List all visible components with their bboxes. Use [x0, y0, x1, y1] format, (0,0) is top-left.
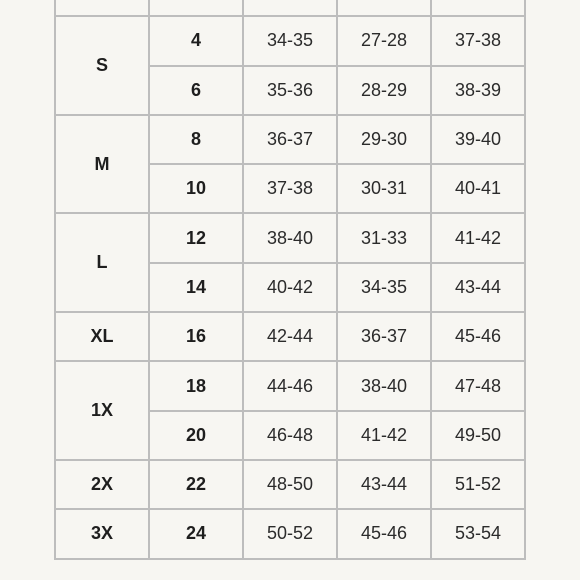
- numeric-size-cell: 14: [149, 263, 243, 312]
- table-row: [55, 361, 525, 410]
- letter-size-cell: 3X: [55, 509, 149, 558]
- numeric-size-cell: 18: [149, 361, 243, 410]
- measurement-2-cell: 27-28: [337, 16, 431, 65]
- size-chart-body: [55, 0, 525, 559]
- numeric-size-cell: 6: [149, 66, 243, 115]
- letter-size-cell: M: [55, 115, 149, 214]
- numeric-size-cell: 16: [149, 312, 243, 361]
- numeric-size-cell: 4: [149, 16, 243, 65]
- measurement-1-cell: 48-50: [243, 460, 337, 509]
- measurement-2-cell: 34-35: [337, 263, 431, 312]
- table-row: [55, 460, 525, 509]
- measurement-2-cell: [337, 0, 431, 16]
- measurement-2-cell: 31-33: [337, 213, 431, 262]
- measurement-3-cell: 38-39: [431, 66, 525, 115]
- measurement-2-cell: 45-46: [337, 509, 431, 558]
- letter-size-cell: 1X: [55, 361, 149, 460]
- measurement-2-cell: 36-37: [337, 312, 431, 361]
- table-row: [55, 16, 525, 65]
- numeric-size-cell: 8: [149, 115, 243, 164]
- numeric-size-cell: 22: [149, 460, 243, 509]
- measurement-1-cell: [243, 0, 337, 16]
- measurement-1-cell: 42-44: [243, 312, 337, 361]
- measurement-1-cell: 36-37: [243, 115, 337, 164]
- letter-size-cell: [55, 0, 149, 16]
- measurement-1-cell: 35-36: [243, 66, 337, 115]
- numeric-size-cell: 24: [149, 509, 243, 558]
- letter-size-cell: L: [55, 213, 149, 312]
- measurement-3-cell: 51-52: [431, 460, 525, 509]
- measurement-1-cell: 37-38: [243, 164, 337, 213]
- measurement-3-cell: 45-46: [431, 312, 525, 361]
- measurement-3-cell: 39-40: [431, 115, 525, 164]
- measurement-3-cell: 47-48: [431, 361, 525, 410]
- measurement-1-cell: 34-35: [243, 16, 337, 65]
- numeric-size-cell: 10: [149, 164, 243, 213]
- letter-size-cell: XL: [55, 312, 149, 361]
- measurement-1-cell: 44-46: [243, 361, 337, 410]
- measurement-1-cell: 50-52: [243, 509, 337, 558]
- table-row: [55, 312, 525, 361]
- size-chart-table: [54, 0, 526, 560]
- numeric-size-cell: 20: [149, 411, 243, 460]
- measurement-2-cell: 29-30: [337, 115, 431, 164]
- table-row: [55, 115, 525, 164]
- measurement-3-cell: 43-44: [431, 263, 525, 312]
- measurement-2-cell: 38-40: [337, 361, 431, 410]
- measurement-3-cell: 49-50: [431, 411, 525, 460]
- measurement-2-cell: 41-42: [337, 411, 431, 460]
- table-row: [55, 0, 525, 16]
- measurement-1-cell: 38-40: [243, 213, 337, 262]
- numeric-size-cell: 12: [149, 213, 243, 262]
- measurement-1-cell: 40-42: [243, 263, 337, 312]
- table-row: [55, 509, 525, 558]
- numeric-size-cell: [149, 0, 243, 16]
- measurement-2-cell: 30-31: [337, 164, 431, 213]
- measurement-3-cell: 53-54: [431, 509, 525, 558]
- measurement-3-cell: [431, 0, 525, 16]
- measurement-3-cell: 37-38: [431, 16, 525, 65]
- letter-size-cell: S: [55, 16, 149, 115]
- table-row: [55, 213, 525, 262]
- measurement-2-cell: 28-29: [337, 66, 431, 115]
- measurement-3-cell: 40-41: [431, 164, 525, 213]
- measurement-3-cell: 41-42: [431, 213, 525, 262]
- measurement-1-cell: 46-48: [243, 411, 337, 460]
- letter-size-cell: 2X: [55, 460, 149, 509]
- measurement-2-cell: 43-44: [337, 460, 431, 509]
